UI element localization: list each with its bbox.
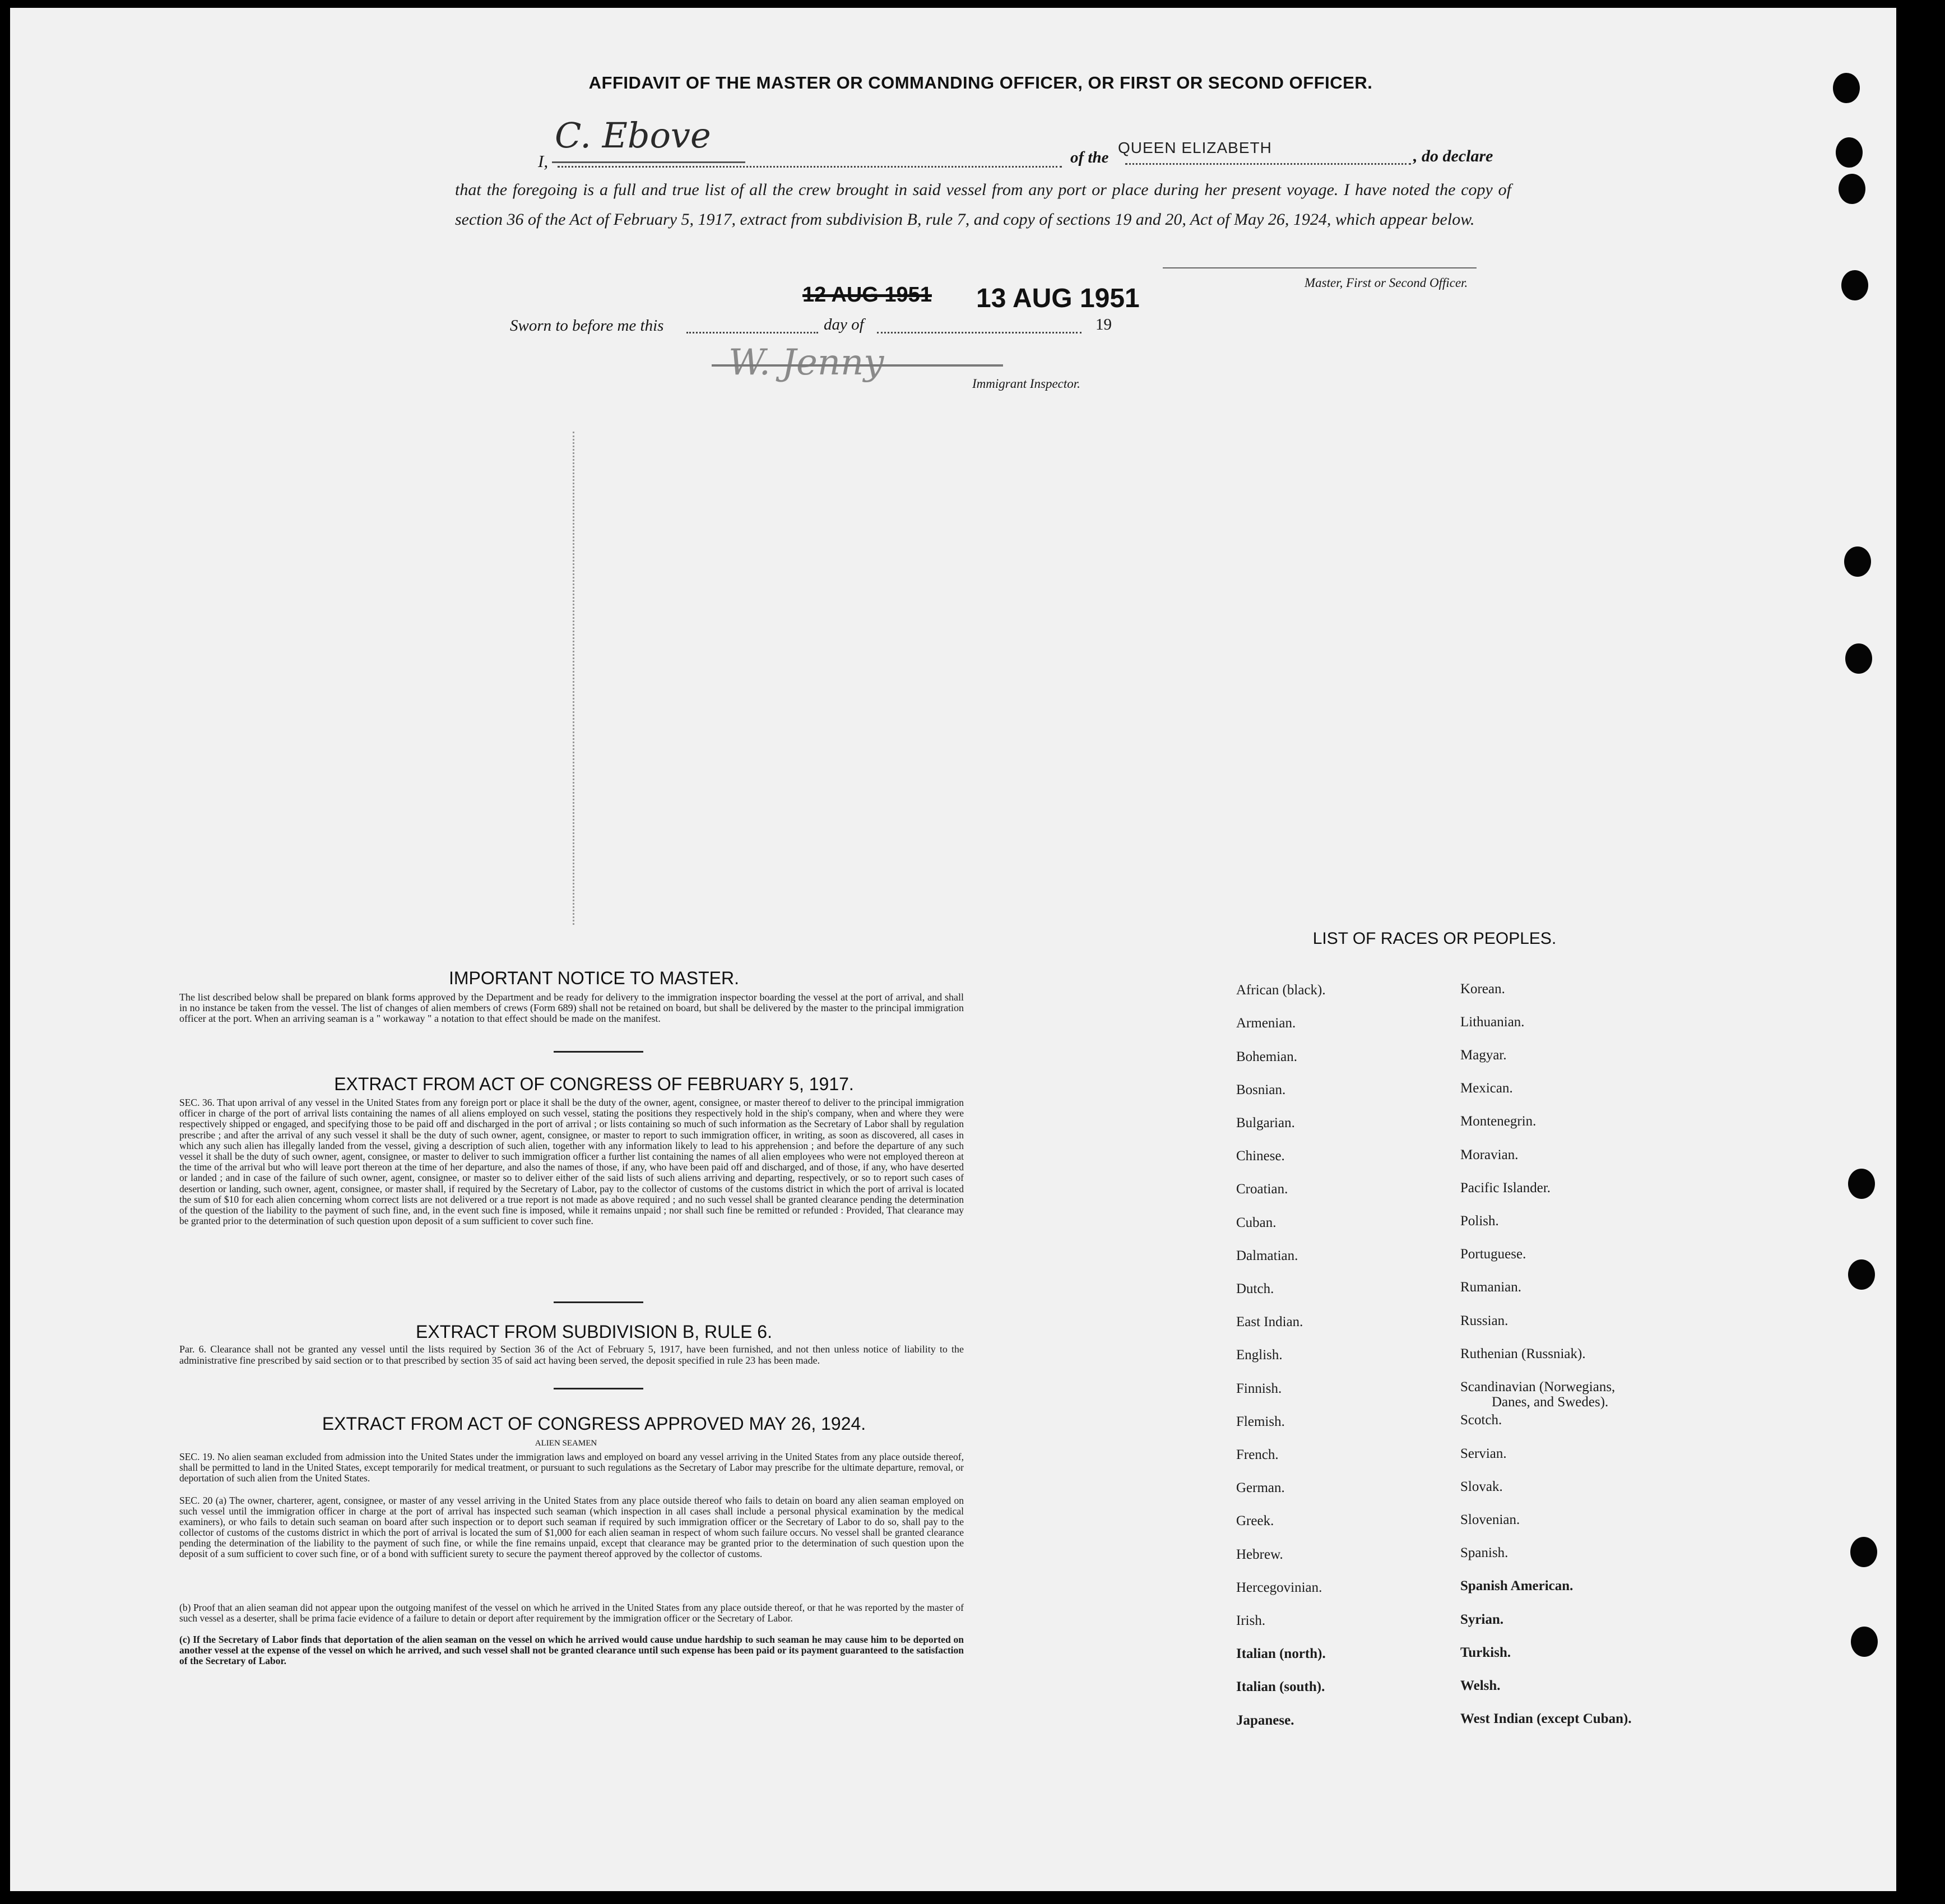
divider	[554, 1051, 643, 1053]
race-item: Portuguese.	[1460, 1247, 1526, 1262]
race-item: Slovak.	[1460, 1479, 1503, 1494]
race-item: Bosnian.	[1236, 1082, 1286, 1097]
master-sign-line	[1163, 267, 1477, 268]
name-line	[558, 166, 1062, 168]
race-item: Turkish.	[1460, 1645, 1511, 1660]
race-item: Slovenian.	[1460, 1512, 1520, 1527]
race-item: English.	[1236, 1347, 1283, 1363]
act1924-sec20a: SEC. 20 (a) The owner, charterer, agent, consignee, or master of any vessel arriving in the United States from any place outside thereof who fails to detain on board any alien seaman employed on such vessel until the immigration officer in charge at the port of arrival has inspected such seaman (which inspection in all cases shall include a personal physical examination by the medical examiners), or who fails to detain such seaman on board after such inspection or to deport such seaman if required by such immigration officer or the Secretary of Labor to do so, shall pay to the collector of customs of the customs district in which the port of arrival is located the sum of $1,000 for each alien seaman in respect of whom such failure occurs. No vessel shall be granted clearance pending the determination of the liability to the payment of such fine, or while the fine remains unpaid, except that clearance may be granted prior to the determination of such question upon the deposit of a sum sufficient to cover such fine, or of a bond with sufficient surety to secure the payment thereof approved by the collector of customs.	[179, 1495, 964, 1559]
race-item: Dalmatian.	[1236, 1248, 1298, 1263]
race-item: Syrian.	[1460, 1612, 1504, 1627]
race-item: Irish.	[1236, 1613, 1266, 1628]
race-item: Flemish.	[1236, 1414, 1285, 1429]
vessel-name: QUEEN ELIZABETH	[1118, 139, 1272, 156]
race-item: Italian (north).	[1236, 1646, 1326, 1661]
punch-hole	[1851, 1627, 1878, 1657]
inspector-signature: W. Jenny	[728, 342, 884, 383]
race-item: Greek.	[1236, 1513, 1274, 1528]
race-item: Korean.	[1460, 981, 1505, 997]
race-item: Hebrew.	[1236, 1547, 1283, 1562]
race-item: Servian.	[1460, 1446, 1507, 1461]
race-item: Magyar.	[1460, 1048, 1507, 1063]
race-item: Finnish.	[1236, 1381, 1282, 1396]
day-of-label: day of	[824, 316, 864, 333]
race-item: Spanish American.	[1460, 1578, 1573, 1593]
stamp-date: 13 AUG 1951	[976, 284, 1140, 313]
master-signature: C. Ebove	[555, 115, 711, 156]
race-item: Cuban.	[1236, 1215, 1276, 1230]
race-item: Hercegovinian.	[1236, 1580, 1322, 1595]
race-item: Spanish.	[1460, 1545, 1508, 1560]
race-item: Armenian.	[1236, 1016, 1296, 1031]
race-item: Mexican.	[1460, 1081, 1513, 1096]
act1924-subtitle: ALIEN SEAMEN	[535, 1439, 597, 1448]
race-item: French.	[1236, 1447, 1279, 1462]
stamp-struck-date: 12 AUG 1951	[802, 283, 932, 307]
subdivision-text: Par. 6. Clearance shall not be granted any vessel until the lists required by Section 36 of the Act of February 5, 1917, have been furnished, and not then unless notice of liability to the administrative fine prescribed by said section or to that prescribed by section 35 of said act having been served, the deposit specified in rule 23 has been made.	[179, 1344, 964, 1366]
notice-text: The list described below shall be prepared on blank forms approved by the Department and be ready for delivery to the immigration inspector boarding the vessel at the port of arrival, and shall in no instance be taken from the vessel. The list of changes of alien members of crews (Form 689) shall not be retained on board, but shall be delivered by the master to the principal immigration officer at the port. When an arriving seaman is a " workaway " a notation to that effect should be made on the manifest.	[179, 992, 964, 1024]
race-item: Montenegrin.	[1460, 1114, 1536, 1129]
race-item: Chinese.	[1236, 1148, 1285, 1164]
race-item: Russian.	[1460, 1313, 1508, 1328]
notice-title: IMPORTANT NOTICE TO MASTER.	[449, 968, 739, 988]
race-item: Ruthenian (Russniak).	[1460, 1346, 1586, 1361]
race-item: Bohemian.	[1236, 1049, 1298, 1064]
race-item: Welsh.	[1460, 1678, 1501, 1693]
punch-hole	[1836, 137, 1863, 168]
do-declare: , do declare	[1413, 147, 1493, 165]
race-item: German.	[1236, 1480, 1285, 1495]
act1917-text: SEC. 36. That upon arrival of any vessel in the United States from any foreign port or place it shall be the duty of the owner, agent, consignee, or master thereof to deliver to the principal immigration officer in charge of the port of arrival lists containing the names of all aliens employed on such vessel, stating the positions they respectively hold in the ship's company, when and where they were respectively shipped or engaged, and specifying those to be paid off and discharged in the port of arrival ; or lists containing so much of such information as the Secretary of Labor shall by regulation prescribe ; and after the arrival of any such vessel it shall be the duty of such owner, agent, consignee, or master to report to such immigration officer, in writing, as soon as discovered, all cases in which any such alien has illegally landed from the vessel, giving a description of such alien, together with any information likely to lead to his apprehension ; and before the departure of any such vessel it shall be the duty of such owner, agent, consignee, or master to deliver to such immigration officer a further list containing the names of all alien employees who were not employed thereon at the time of the arrival but who will leave port thereon at the time of her departure, and also the names of those, if any, who have been paid off and discharged, and of those, if any, who have deserted or landed ; and in case of the failure of such owner, agent, consignee, or master so to deliver either of the said lists of such aliens arriving and departing, respectively, or so to report such cases of desertion or landing, such owner, agent, consignee, or master shall, if required by the Secretary of Labor, pay to the collector of customs of the customs district in which the port of arrival is located the sum of $10 for each alien concerning whom correct lists are not delivered or a true report is not made as above required ; and no such vessel shall be granted clearance pending the determination of the question of the liability to the payment of such fine, and, in the event such fine is imposed, while it remains unpaid ; nor shall such fine be remitted or refunded : Provided, That clearance may be granted prior to the determination of such question upon deposit of a sum sufficient to cover such fine.	[179, 1097, 964, 1227]
fold-marks	[573, 432, 577, 925]
divider	[554, 1301, 643, 1303]
race-item: Scotch.	[1460, 1412, 1502, 1428]
races-title: LIST OF RACES OR PEOPLES.	[1312, 929, 1557, 948]
act1924-sec20c: (c) If the Secretary of Labor finds that deportation of the alien seaman on the vessel on which he arrived would cause undue hardship to such seaman he may cause him to be deported on another vessel at the expense of the vessel on which he arrived, and such vessel shall not be granted clearance until such expense has been paid or its payment guaranteed to the satisfaction of the Secretary of Labor.	[179, 1634, 964, 1666]
punch-hole	[1845, 643, 1872, 674]
sworn-day-line	[686, 332, 818, 333]
punch-hole	[1839, 174, 1865, 204]
race-item: Bulgarian.	[1236, 1115, 1295, 1131]
month-line	[877, 332, 1081, 333]
race-item: Italian (south).	[1236, 1679, 1325, 1694]
race-item: Polish.	[1460, 1213, 1499, 1229]
divider	[554, 1388, 643, 1389]
race-item: Danes, and Swedes).	[1492, 1395, 1609, 1410]
race-item: West Indian (except Cuban).	[1460, 1711, 1632, 1726]
race-item: Moravian.	[1460, 1147, 1519, 1162]
punch-hole	[1850, 1537, 1877, 1567]
race-item: African (black).	[1236, 983, 1326, 998]
race-item: Dutch.	[1236, 1281, 1274, 1296]
vessel-line	[1125, 163, 1411, 165]
master-caption: Master, First or Second Officer.	[1305, 276, 1468, 290]
race-item: East Indian.	[1236, 1314, 1303, 1329]
inspector-caption: Immigrant Inspector.	[972, 377, 1080, 391]
i-label: I,	[538, 151, 549, 171]
punch-hole	[1833, 73, 1860, 103]
year-prefix: 19	[1095, 316, 1112, 333]
punch-hole	[1848, 1259, 1875, 1290]
race-item: Rumanian.	[1460, 1280, 1522, 1295]
race-item: Lithuanian.	[1460, 1014, 1525, 1030]
act1924-sec20b: (b) Proof that an alien seaman did not appear upon the outgoing manifest of the vessel on which he arrived in the United States from any place outside thereof, or that he was reported by the master of such vessel as a deserter, shall be prima facie evidence of a failure to detain or deport after requirement by the immigration officer or the Secretary of Labor.	[179, 1602, 964, 1624]
sworn-label: Sworn to before me this	[510, 317, 664, 335]
affidavit-body: that the foregoing is a full and true list of all the crew brought in said vessel from any port or place during her present voyage. I have noted the copy of section 36 of the Act of February 5, 1917, extract from subdivision B, rule 7, and copy of sections 19 and 20, Act of May 26, 1924, which appear below.	[455, 180, 1511, 229]
act1924-sec19: SEC. 19. No alien seaman excluded from admission into the United States under the immigration laws and employed on board any vessel arriving in the United States from any place outside thereof, shall be permitted to land in the United States, except temporarily for medical treatment, or pursuant to such regulations as the Secretary of Labor may prescribe for the ultimate departure, removal, or deportation of such alien from the United States.	[179, 1451, 964, 1484]
of-the-label: of the	[1070, 149, 1109, 166]
race-item: Pacific Islander.	[1460, 1180, 1551, 1196]
punch-hole	[1844, 546, 1871, 577]
race-item: Scandinavian (Norwegians,	[1460, 1379, 1616, 1395]
act1924-title: EXTRACT FROM ACT OF CONGRESS APPROVED MAY 26, 1924.	[322, 1414, 866, 1434]
punch-hole	[1848, 1169, 1875, 1199]
subdivision-title: EXTRACT FROM SUBDIVISION B, RULE 6.	[416, 1322, 772, 1342]
race-item: Croatian.	[1236, 1182, 1288, 1197]
punch-hole	[1841, 270, 1868, 300]
act1917-title: EXTRACT FROM ACT OF CONGRESS OF FEBRUARY 5, 1917.	[334, 1074, 854, 1094]
race-item: Japanese.	[1236, 1713, 1294, 1728]
inspector-strike	[712, 364, 1003, 367]
affidavit-title: AFFIDAVIT OF THE MASTER OR COMMANDING OFFICER, OR FIRST OR SECOND OFFICER.	[588, 73, 1373, 92]
signature-underline	[552, 161, 745, 163]
